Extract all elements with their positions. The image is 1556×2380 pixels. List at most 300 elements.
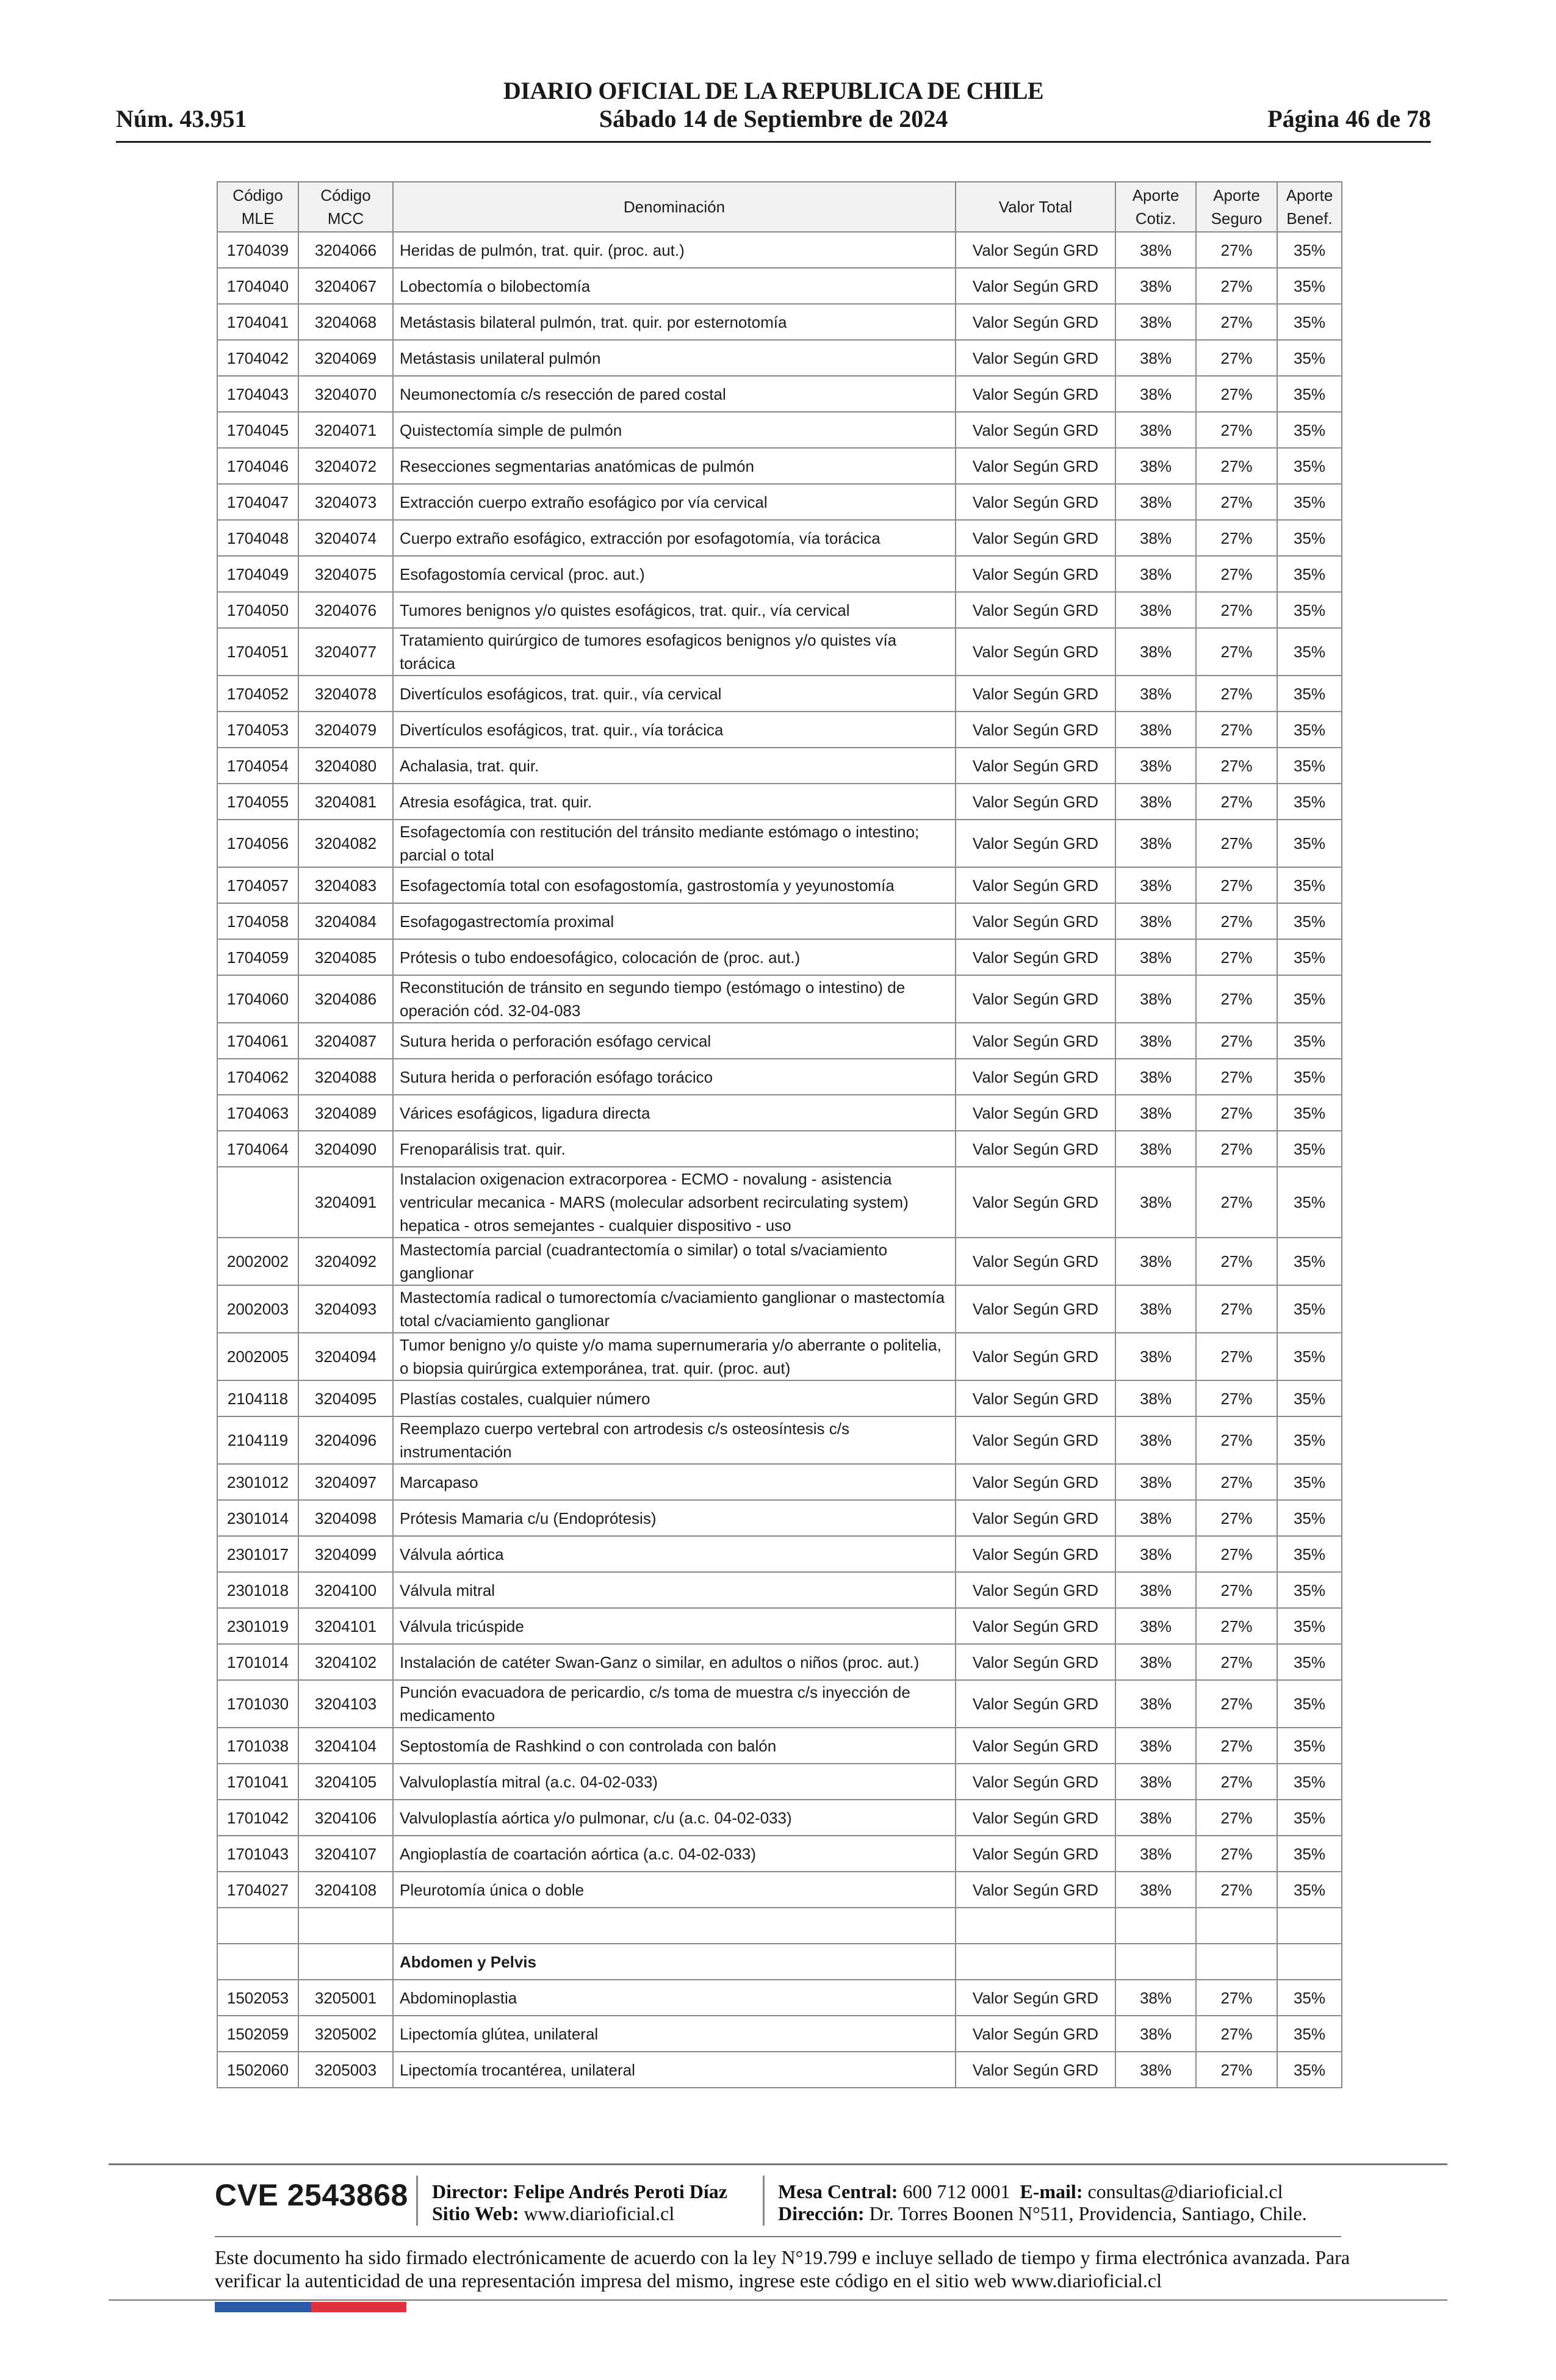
cell-denominacion: Reconstitución de tránsito en segundo tiempo (estómago o intestino) de operación cód. 32-04-083 bbox=[393, 975, 956, 1023]
cell-codigo-mle: 1704059 bbox=[217, 939, 298, 975]
cell-codigo-mle: 1701030 bbox=[217, 1680, 298, 1728]
cell-aporte-benef: 35% bbox=[1277, 520, 1342, 556]
cell-aporte-seguro: 27% bbox=[1196, 1836, 1277, 1872]
cell-denominacion: Prótesis Mamaria c/u (Endoprótesis) bbox=[393, 1500, 956, 1536]
cell-denominacion: Divertículos esofágicos, trat. quir., vía cervical bbox=[393, 676, 956, 712]
cell-aporte-seguro: 27% bbox=[1196, 1333, 1277, 1380]
header-aporte-benef: Aporte Benef. bbox=[1277, 182, 1342, 232]
cell-aporte-seguro: 27% bbox=[1196, 556, 1277, 592]
table-row bbox=[217, 376, 1342, 412]
empty-cell bbox=[956, 1908, 1115, 1944]
cell-aporte-benef: 35% bbox=[1277, 820, 1342, 867]
cell-aporte-seguro: 27% bbox=[1196, 1238, 1277, 1285]
cell-denominacion: Divertículos esofágicos, trat. quir., vía torácica bbox=[393, 712, 956, 748]
cell-codigo-mle: 1704056 bbox=[217, 820, 298, 867]
cell-valor-total: Valor Según GRD bbox=[956, 1872, 1115, 1908]
cell-aporte-cotiz: 38% bbox=[1115, 340, 1196, 376]
email-link[interactable]: consultas@diarioficial.cl bbox=[1087, 2180, 1283, 2202]
cell-aporte-seguro: 27% bbox=[1196, 268, 1277, 304]
cell-aporte-cotiz: 38% bbox=[1115, 748, 1196, 784]
cell-denominacion: Punción evacuadora de pericardio, c/s toma de muestra c/s inyección de medicamento bbox=[393, 1680, 956, 1728]
cell-valor-total: Valor Según GRD bbox=[956, 939, 1115, 975]
cell-aporte-seguro: 27% bbox=[1196, 1416, 1277, 1464]
table-row bbox=[217, 1800, 1342, 1836]
cell-aporte-cotiz: 38% bbox=[1115, 1872, 1196, 1908]
cell-aporte-benef: 35% bbox=[1277, 592, 1342, 628]
cell-aporte-cotiz: 38% bbox=[1115, 867, 1196, 903]
table-row bbox=[217, 1333, 1342, 1380]
cell-denominacion: Lobectomía o bilobectomía bbox=[393, 268, 956, 304]
page-number: Página 46 de 78 bbox=[1267, 105, 1431, 132]
cell-aporte-seguro: 27% bbox=[1196, 340, 1277, 376]
cell-aporte-cotiz: 38% bbox=[1115, 484, 1196, 520]
footer-divider bbox=[215, 2236, 1341, 2237]
table-row bbox=[217, 1059, 1342, 1095]
cell-denominacion: Septostomía de Rashkind o con controlada con balón bbox=[393, 1728, 956, 1764]
legal-notice: Este documento ha sido firmado electrónicamente de acuerdo con la ley N°19.799 e incluye sellado de tiempo y firma electrónica avanzada. Para verificar la autenticidad de una representación impresa del mismo, ingrese este código en el sitio web www.diarioficial.cl bbox=[215, 2246, 1350, 2292]
cell-valor-total: Valor Según GRD bbox=[956, 1380, 1115, 1416]
cell-denominacion: Heridas de pulmón, trat. quir. (proc. aut.) bbox=[393, 232, 956, 268]
cell-aporte-seguro: 27% bbox=[1196, 903, 1277, 939]
cell-aporte-benef: 35% bbox=[1277, 232, 1342, 268]
cell-denominacion: Abdominoplastia bbox=[393, 1980, 956, 2016]
cell-valor-total: Valor Según GRD bbox=[956, 628, 1115, 676]
cell-valor-total: Valor Según GRD bbox=[956, 1416, 1115, 1464]
table-row bbox=[217, 412, 1342, 448]
cell-aporte-cotiz: 38% bbox=[1115, 1059, 1196, 1095]
cell-denominacion: Esofagectomía total con esofagostomía, gastrostomía y yeyunostomía bbox=[393, 867, 956, 903]
cell-valor-total: Valor Según GRD bbox=[956, 1680, 1115, 1728]
cell-aporte-benef: 35% bbox=[1277, 2016, 1342, 2052]
table-row bbox=[217, 676, 1342, 712]
cell-codigo-mle: 1704054 bbox=[217, 748, 298, 784]
cell-codigo-mcc: 3204085 bbox=[298, 939, 393, 975]
cell-aporte-benef: 35% bbox=[1277, 712, 1342, 748]
footer-divider bbox=[109, 2299, 1447, 2301]
cell-aporte-seguro: 27% bbox=[1196, 304, 1277, 340]
empty-cell bbox=[217, 1908, 298, 1944]
cell-codigo-mcc: 3204099 bbox=[298, 1536, 393, 1572]
cell-valor-total: Valor Según GRD bbox=[956, 1285, 1115, 1333]
table-row bbox=[217, 975, 1342, 1023]
cell-aporte-seguro: 27% bbox=[1196, 1023, 1277, 1059]
cell-valor-total: Valor Según GRD bbox=[956, 975, 1115, 1023]
cell-valor-total: Valor Según GRD bbox=[956, 1023, 1115, 1059]
cell-denominacion: Válvula mitral bbox=[393, 1572, 956, 1608]
footer-director-block bbox=[432, 2180, 727, 2224]
issue-number: Núm. 43.951 bbox=[116, 105, 247, 132]
flag-bar-blue bbox=[215, 2302, 311, 2312]
table-row bbox=[217, 748, 1342, 784]
cell-codigo-mle: 1704049 bbox=[217, 556, 298, 592]
table-row bbox=[217, 1536, 1342, 1572]
cell-codigo-mle: 1704061 bbox=[217, 1023, 298, 1059]
header-aporte-cotiz: Aporte Cotiz. bbox=[1115, 182, 1196, 232]
mesa-label: Mesa Central: bbox=[778, 2180, 898, 2202]
cell-aporte-cotiz: 38% bbox=[1115, 448, 1196, 484]
cell-valor-total: Valor Según GRD bbox=[956, 556, 1115, 592]
cell-codigo-mle: 1701041 bbox=[217, 1764, 298, 1800]
cell-aporte-benef: 35% bbox=[1277, 1536, 1342, 1572]
cell-codigo-mcc: 3204093 bbox=[298, 1285, 393, 1333]
cell-aporte-benef: 35% bbox=[1277, 1059, 1342, 1095]
cell-aporte-seguro: 27% bbox=[1196, 1608, 1277, 1644]
cell-codigo-mcc: 3204074 bbox=[298, 520, 393, 556]
header-aporte-seguro: Aporte Seguro bbox=[1196, 182, 1277, 232]
cell-codigo-mcc: 3204107 bbox=[298, 1836, 393, 1872]
cell-denominacion: Atresia esofágica, trat. quir. bbox=[393, 784, 956, 820]
cell-aporte-cotiz: 38% bbox=[1115, 1608, 1196, 1644]
cell-codigo-mcc: 3204070 bbox=[298, 376, 393, 412]
cell-valor-total: Valor Según GRD bbox=[956, 748, 1115, 784]
cell-codigo-mcc: 3204066 bbox=[298, 232, 393, 268]
cell-valor-total: Valor Según GRD bbox=[956, 676, 1115, 712]
cell-valor-total: Valor Según GRD bbox=[956, 1764, 1115, 1800]
cell-aporte-seguro: 27% bbox=[1196, 412, 1277, 448]
cell-valor-total: Valor Según GRD bbox=[956, 484, 1115, 520]
cell-aporte-cotiz: 38% bbox=[1115, 376, 1196, 412]
address: Dr. Torres Boonen N°511, Providencia, Santiago, Chile. bbox=[869, 2202, 1307, 2224]
website-link[interactable]: www.diarioficial.cl bbox=[524, 2202, 675, 2224]
cell-codigo-mle: 1704043 bbox=[217, 376, 298, 412]
cell-codigo-mle: 2301019 bbox=[217, 1608, 298, 1644]
cell-aporte-cotiz: 38% bbox=[1115, 268, 1196, 304]
cell-codigo-mcc: 3205001 bbox=[298, 1980, 393, 2016]
cell-aporte-seguro: 27% bbox=[1196, 867, 1277, 903]
cell-codigo-mle: 1701038 bbox=[217, 1728, 298, 1764]
footer-separator bbox=[763, 2176, 765, 2226]
cell-codigo-mle: 1704058 bbox=[217, 903, 298, 939]
cell-aporte-seguro: 27% bbox=[1196, 784, 1277, 820]
cell-codigo-mcc: 3204071 bbox=[298, 412, 393, 448]
cell-valor-total: Valor Según GRD bbox=[956, 784, 1115, 820]
cell-aporte-cotiz: 38% bbox=[1115, 2016, 1196, 2052]
cell-codigo-mle: 1704060 bbox=[217, 975, 298, 1023]
table-row bbox=[217, 1980, 1342, 2016]
cell-codigo-mle: 2301012 bbox=[217, 1464, 298, 1500]
table-row bbox=[217, 448, 1342, 484]
cell-valor-total: Valor Según GRD bbox=[956, 592, 1115, 628]
cell-valor-total: Valor Según GRD bbox=[956, 2016, 1115, 2052]
cell-codigo-mcc: 3204094 bbox=[298, 1333, 393, 1380]
table-row bbox=[217, 820, 1342, 867]
cell-denominacion: Valvuloplastía aórtica y/o pulmonar, c/u (a.c. 04-02-033) bbox=[393, 1800, 956, 1836]
cell-denominacion: Reemplazo cuerpo vertebral con artrodesis c/s osteosíntesis c/s instrumentación bbox=[393, 1416, 956, 1464]
cell-aporte-seguro: 27% bbox=[1196, 1380, 1277, 1416]
cell-aporte-benef: 35% bbox=[1277, 1800, 1342, 1836]
cell-codigo-mcc: 3204079 bbox=[298, 712, 393, 748]
cell-aporte-cotiz: 38% bbox=[1115, 1167, 1196, 1238]
cell-aporte-seguro: 27% bbox=[1196, 1572, 1277, 1608]
cell-aporte-benef: 35% bbox=[1277, 1728, 1342, 1764]
cell-valor-total: Valor Según GRD bbox=[956, 1059, 1115, 1095]
cell-denominacion: Cuerpo extraño esofágico, extracción por esofagotomía, vía torácica bbox=[393, 520, 956, 556]
cell-aporte-benef: 35% bbox=[1277, 1680, 1342, 1728]
cell-aporte-benef: 35% bbox=[1277, 376, 1342, 412]
cell-aporte-benef: 35% bbox=[1277, 1644, 1342, 1680]
table-row bbox=[217, 592, 1342, 628]
cell-aporte-seguro: 27% bbox=[1196, 820, 1277, 867]
cell-valor-total: Valor Según GRD bbox=[956, 232, 1115, 268]
cell-denominacion: Sutura herida o perforación esófago torácico bbox=[393, 1059, 956, 1095]
cell-valor-total: Valor Según GRD bbox=[956, 1167, 1115, 1238]
cell-aporte-benef: 35% bbox=[1277, 1238, 1342, 1285]
cell-aporte-cotiz: 38% bbox=[1115, 975, 1196, 1023]
cell-codigo-mcc: 3204087 bbox=[298, 1023, 393, 1059]
cell-denominacion: Metástasis unilateral pulmón bbox=[393, 340, 956, 376]
table-row bbox=[217, 268, 1342, 304]
header-valor-total: Valor Total bbox=[956, 182, 1115, 232]
cell-aporte-cotiz: 38% bbox=[1115, 1131, 1196, 1167]
cell-aporte-seguro: 27% bbox=[1196, 1285, 1277, 1333]
cell-aporte-cotiz: 38% bbox=[1115, 1572, 1196, 1608]
cell-codigo-mcc: 3204076 bbox=[298, 592, 393, 628]
cell-valor-total: Valor Según GRD bbox=[956, 1572, 1115, 1608]
table-row bbox=[217, 1416, 1342, 1464]
footer-divider bbox=[109, 2163, 1447, 2165]
email-label: E-mail: bbox=[1020, 2180, 1083, 2202]
cell-aporte-cotiz: 38% bbox=[1115, 592, 1196, 628]
cell-codigo-mcc: 3204098 bbox=[298, 1500, 393, 1536]
table-row bbox=[217, 1680, 1342, 1728]
cell-aporte-seguro: 27% bbox=[1196, 1680, 1277, 1728]
cell-aporte-seguro: 27% bbox=[1196, 1980, 1277, 2016]
cell-valor-total: Valor Según GRD bbox=[956, 1500, 1115, 1536]
cell-aporte-benef: 35% bbox=[1277, 304, 1342, 340]
cell-aporte-seguro: 27% bbox=[1196, 1872, 1277, 1908]
cell-aporte-benef: 35% bbox=[1277, 903, 1342, 939]
cell-codigo-mcc: 3205002 bbox=[298, 2016, 393, 2052]
cve-code: CVE 2543868 bbox=[215, 2178, 408, 2212]
cell-aporte-benef: 35% bbox=[1277, 268, 1342, 304]
cell-codigo-mle: 2301014 bbox=[217, 1500, 298, 1536]
cell-aporte-benef: 35% bbox=[1277, 1167, 1342, 1238]
cell-aporte-benef: 35% bbox=[1277, 1380, 1342, 1416]
table-row bbox=[217, 556, 1342, 592]
empty-cell bbox=[298, 1944, 393, 1980]
table-row bbox=[217, 1464, 1342, 1500]
cell-aporte-cotiz: 38% bbox=[1115, 1023, 1196, 1059]
cell-denominacion: Resecciones segmentarias anatómicas de pulmón bbox=[393, 448, 956, 484]
cell-codigo-mcc: 3204081 bbox=[298, 784, 393, 820]
cell-codigo-mle: 1704053 bbox=[217, 712, 298, 748]
cell-valor-total: Valor Según GRD bbox=[956, 376, 1115, 412]
cell-aporte-cotiz: 38% bbox=[1115, 1980, 1196, 2016]
cell-denominacion: Sutura herida o perforación esófago cervical bbox=[393, 1023, 956, 1059]
table-row bbox=[217, 1728, 1342, 1764]
cell-codigo-mcc: 3204078 bbox=[298, 676, 393, 712]
cell-valor-total: Valor Según GRD bbox=[956, 903, 1115, 939]
cell-denominacion: Instalación de catéter Swan-Ganz o similar, en adultos o niños (proc. aut.) bbox=[393, 1644, 956, 1680]
empty-cell bbox=[1196, 1944, 1277, 1980]
cell-aporte-cotiz: 38% bbox=[1115, 1333, 1196, 1380]
cell-codigo-mcc: 3204089 bbox=[298, 1095, 393, 1131]
table-row bbox=[217, 520, 1342, 556]
cell-denominacion: Válvula aórtica bbox=[393, 1536, 956, 1572]
cell-aporte-seguro: 27% bbox=[1196, 1167, 1277, 1238]
cell-codigo-mcc: 3204092 bbox=[298, 1238, 393, 1285]
cell-aporte-benef: 35% bbox=[1277, 556, 1342, 592]
table-row bbox=[217, 628, 1342, 676]
cell-denominacion: Lipectomía glútea, unilateral bbox=[393, 2016, 956, 2052]
cell-aporte-seguro: 27% bbox=[1196, 1059, 1277, 1095]
cell-codigo-mle: 1704042 bbox=[217, 340, 298, 376]
cell-aporte-cotiz: 38% bbox=[1115, 1836, 1196, 1872]
cell-valor-total: Valor Según GRD bbox=[956, 1131, 1115, 1167]
cell-aporte-benef: 35% bbox=[1277, 484, 1342, 520]
cell-valor-total: Valor Según GRD bbox=[956, 1333, 1115, 1380]
table-row bbox=[217, 1644, 1342, 1680]
table-row bbox=[217, 1023, 1342, 1059]
cell-aporte-seguro: 27% bbox=[1196, 939, 1277, 975]
table-row bbox=[217, 1572, 1342, 1608]
cell-codigo-mle: 1704051 bbox=[217, 628, 298, 676]
cell-codigo-mcc: 3204083 bbox=[298, 867, 393, 903]
table-row bbox=[217, 2016, 1342, 2052]
header-codigo-mcc: Código MCC bbox=[298, 182, 393, 232]
cell-codigo-mcc: 3204103 bbox=[298, 1680, 393, 1728]
cell-aporte-seguro: 27% bbox=[1196, 748, 1277, 784]
cell-codigo-mle: 2002003 bbox=[217, 1285, 298, 1333]
cell-aporte-cotiz: 38% bbox=[1115, 1728, 1196, 1764]
cell-aporte-seguro: 27% bbox=[1196, 628, 1277, 676]
cell-codigo-mcc: 3204080 bbox=[298, 748, 393, 784]
cell-codigo-mle: 1704055 bbox=[217, 784, 298, 820]
cell-codigo-mle: 2002005 bbox=[217, 1333, 298, 1380]
issue-date: Sábado 14 de Septiembre de 2024 bbox=[599, 105, 948, 132]
cell-codigo-mle: 2301017 bbox=[217, 1536, 298, 1572]
web-label: Sitio Web: bbox=[432, 2202, 519, 2224]
table-row bbox=[217, 784, 1342, 820]
cell-aporte-benef: 35% bbox=[1277, 340, 1342, 376]
cell-codigo-mle: 1704039 bbox=[217, 232, 298, 268]
cell-valor-total: Valor Según GRD bbox=[956, 2052, 1115, 2088]
cell-aporte-cotiz: 38% bbox=[1115, 2052, 1196, 2088]
cell-aporte-benef: 35% bbox=[1277, 628, 1342, 676]
newspaper-title: DIARIO OFICIAL DE LA REPUBLICA DE CHILE bbox=[503, 77, 1044, 104]
phone-number: 600 712 0001 bbox=[902, 2180, 1010, 2202]
cell-aporte-benef: 35% bbox=[1277, 748, 1342, 784]
cell-aporte-cotiz: 38% bbox=[1115, 1285, 1196, 1333]
cell-codigo-mcc: 3204101 bbox=[298, 1608, 393, 1644]
cell-valor-total: Valor Según GRD bbox=[956, 820, 1115, 867]
cell-denominacion: Mastectomía parcial (cuadrantectomía o similar) o total s/vaciamiento ganglionar bbox=[393, 1238, 956, 1285]
table-row bbox=[217, 1872, 1342, 1908]
table-header-row bbox=[217, 182, 1342, 232]
empty-cell bbox=[1277, 1944, 1342, 1980]
cell-valor-total: Valor Según GRD bbox=[956, 268, 1115, 304]
cell-aporte-seguro: 27% bbox=[1196, 376, 1277, 412]
cell-codigo-mle: 1704062 bbox=[217, 1059, 298, 1095]
cell-codigo-mle: 2002002 bbox=[217, 1238, 298, 1285]
cell-codigo-mcc: 3204072 bbox=[298, 448, 393, 484]
cell-codigo-mle: 1502060 bbox=[217, 2052, 298, 2088]
cell-aporte-cotiz: 38% bbox=[1115, 676, 1196, 712]
cell-aporte-cotiz: 38% bbox=[1115, 1764, 1196, 1800]
cell-aporte-benef: 35% bbox=[1277, 1464, 1342, 1500]
table-row bbox=[217, 340, 1342, 376]
cell-codigo-mle: 1704052 bbox=[217, 676, 298, 712]
cell-codigo-mle: 2104118 bbox=[217, 1380, 298, 1416]
cell-aporte-cotiz: 38% bbox=[1115, 304, 1196, 340]
cell-aporte-benef: 35% bbox=[1277, 1023, 1342, 1059]
cell-valor-total: Valor Según GRD bbox=[956, 520, 1115, 556]
cell-valor-total: Valor Según GRD bbox=[956, 867, 1115, 903]
empty-cell bbox=[1277, 1908, 1342, 1944]
table-row bbox=[217, 1608, 1342, 1644]
cell-codigo-mle: 1701042 bbox=[217, 1800, 298, 1836]
cell-valor-total: Valor Según GRD bbox=[956, 340, 1115, 376]
empty-cell bbox=[393, 1908, 956, 1944]
cell-valor-total: Valor Según GRD bbox=[956, 1238, 1115, 1285]
cell-valor-total: Valor Según GRD bbox=[956, 304, 1115, 340]
table-row bbox=[217, 1238, 1342, 1285]
cell-aporte-cotiz: 38% bbox=[1115, 628, 1196, 676]
cell-codigo-mle: 2301018 bbox=[217, 1572, 298, 1608]
cell-denominacion: Prótesis o tubo endoesofágico, colocación de (proc. aut.) bbox=[393, 939, 956, 975]
cell-aporte-seguro: 27% bbox=[1196, 520, 1277, 556]
cell-denominacion: Esofagogastrectomía proximal bbox=[393, 903, 956, 939]
cell-codigo-mcc: 3204090 bbox=[298, 1131, 393, 1167]
cell-aporte-cotiz: 38% bbox=[1115, 1238, 1196, 1285]
flag-bar-red bbox=[311, 2302, 406, 2312]
cell-codigo-mcc: 3204100 bbox=[298, 1572, 393, 1608]
cell-aporte-seguro: 27% bbox=[1196, 232, 1277, 268]
cell-aporte-benef: 35% bbox=[1277, 1500, 1342, 1536]
director-label: Director: bbox=[432, 2180, 509, 2202]
cell-denominacion: Esofagectomía con restitución del tránsito mediante estómago o intestino; parcial o total bbox=[393, 820, 956, 867]
cell-denominacion: Quistectomía simple de pulmón bbox=[393, 412, 956, 448]
cell-codigo-mcc: 3204097 bbox=[298, 1464, 393, 1500]
cell-aporte-benef: 35% bbox=[1277, 1333, 1342, 1380]
cell-codigo-mle: 1704063 bbox=[217, 1095, 298, 1131]
cell-aporte-seguro: 27% bbox=[1196, 2016, 1277, 2052]
table-row bbox=[217, 1167, 1342, 1238]
procedures-table bbox=[217, 181, 1342, 2088]
cell-aporte-benef: 35% bbox=[1277, 448, 1342, 484]
cell-codigo-mle bbox=[217, 1167, 298, 1238]
cell-codigo-mcc: 3204106 bbox=[298, 1800, 393, 1836]
cell-valor-total: Valor Según GRD bbox=[956, 1464, 1115, 1500]
cell-codigo-mcc: 3204088 bbox=[298, 1059, 393, 1095]
cell-aporte-benef: 35% bbox=[1277, 676, 1342, 712]
cell-denominacion: Frenoparálisis trat. quir. bbox=[393, 1131, 956, 1167]
cell-aporte-benef: 35% bbox=[1277, 867, 1342, 903]
cell-valor-total: Valor Según GRD bbox=[956, 412, 1115, 448]
cell-aporte-cotiz: 38% bbox=[1115, 903, 1196, 939]
table-row bbox=[217, 484, 1342, 520]
header-denominacion: Denominación bbox=[393, 182, 956, 232]
table-row bbox=[217, 232, 1342, 268]
cell-valor-total: Valor Según GRD bbox=[956, 1800, 1115, 1836]
cell-codigo-mle: 1704027 bbox=[217, 1872, 298, 1908]
cell-aporte-benef: 35% bbox=[1277, 1095, 1342, 1131]
cell-aporte-cotiz: 38% bbox=[1115, 412, 1196, 448]
cell-denominacion: Instalacion oxigenacion extracorporea - ECMO - novalung - asistencia ventricular mecanica - MARS (molecular adsorbent recirculating system) hepatica - otros semejantes - cualquier dispositivo - uso bbox=[393, 1167, 956, 1238]
cell-aporte-cotiz: 38% bbox=[1115, 820, 1196, 867]
cell-codigo-mle: 1704040 bbox=[217, 268, 298, 304]
cell-aporte-benef: 35% bbox=[1277, 1416, 1342, 1464]
cell-aporte-seguro: 27% bbox=[1196, 592, 1277, 628]
empty-cell bbox=[1196, 1908, 1277, 1944]
cell-aporte-seguro: 27% bbox=[1196, 484, 1277, 520]
cell-aporte-cotiz: 38% bbox=[1115, 520, 1196, 556]
cell-aporte-cotiz: 38% bbox=[1115, 232, 1196, 268]
cell-denominacion: Mastectomía radical o tumorectomía c/vaciamiento ganglionar o mastectomía total c/vaciamiento ganglionar bbox=[393, 1285, 956, 1333]
cell-aporte-cotiz: 38% bbox=[1115, 1380, 1196, 1416]
cell-denominacion: Marcapaso bbox=[393, 1464, 956, 1500]
header-codigo-mle: Código MLE bbox=[217, 182, 298, 232]
